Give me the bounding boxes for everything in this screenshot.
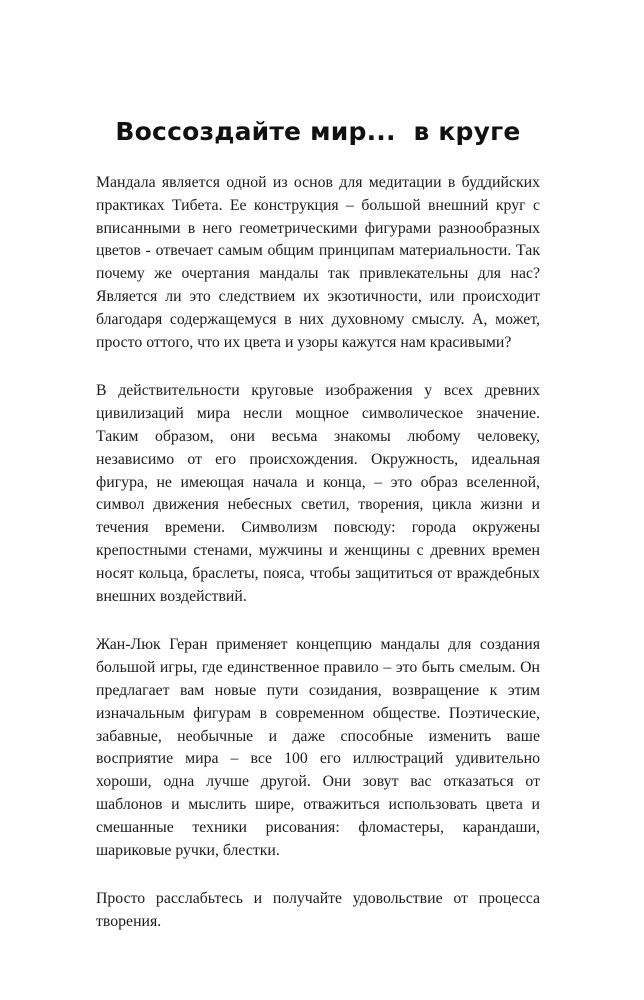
paragraph-symbolism: В действительности круговые изображения у всех древних цивилизаций мира несли мощное символическое значение. Таким образом, они весьма знакомы любому человеку, независимо от его происхождения. Окружность, идеальная фигура, не имеющая начала и конца, – это образ вселенной, символ движения небесных светил, творения, цикла жизни и течения времени. Символизм повсюду: города окружены крепостными стенами, мужчины и женщины с древних времен носят кольца, браслеты, пояса, чтобы защититься от враждебных внешних воздействий. [96,382,540,605]
paragraph-closing: Просто расслабьтесь и получайте удовольствие от процесса творения. [96,890,540,931]
page-title: Воссоздайте мир... в круге [115,117,521,146]
paragraph-author: Жан-Люк Геран применяет концепцию мандалы для создания большой игры, где единственное правило – это быть смелым. Он предлагает вам новые пути созидания, возвращение к этим изначальным фигурам в современном обществе. Поэтические, забавные, необычные и даже способные изменить ваше восприятие мира – все 100 его иллюстраций удивительно хороши, одна лучше другой. Они зовут вас отказаться от шаблонов и мыслить шире, отважиться использовать цвета и смешанные техники рисования: фломастеры, карандаши, шариковые ручки, блестки. [96,636,540,859]
book-page [96,0,540,934]
paragraph-intro: Мандала является одной из основ для медитации в буддийских практиках Тибета. Ее конструкция – большой внешний круг с вписанными в него геометрическими фигурами разнообразных цветов - отвечает самым общим принципам материальности. Так почему же очертания мандалы так привлекательны для нас? Является ли это следствием их экзотичности, или происходит благодаря содержащемуся в них духовному смыслу. А, может, просто оттого, что их цвета и узоры кажутся нам красивыми? [96,174,540,351]
